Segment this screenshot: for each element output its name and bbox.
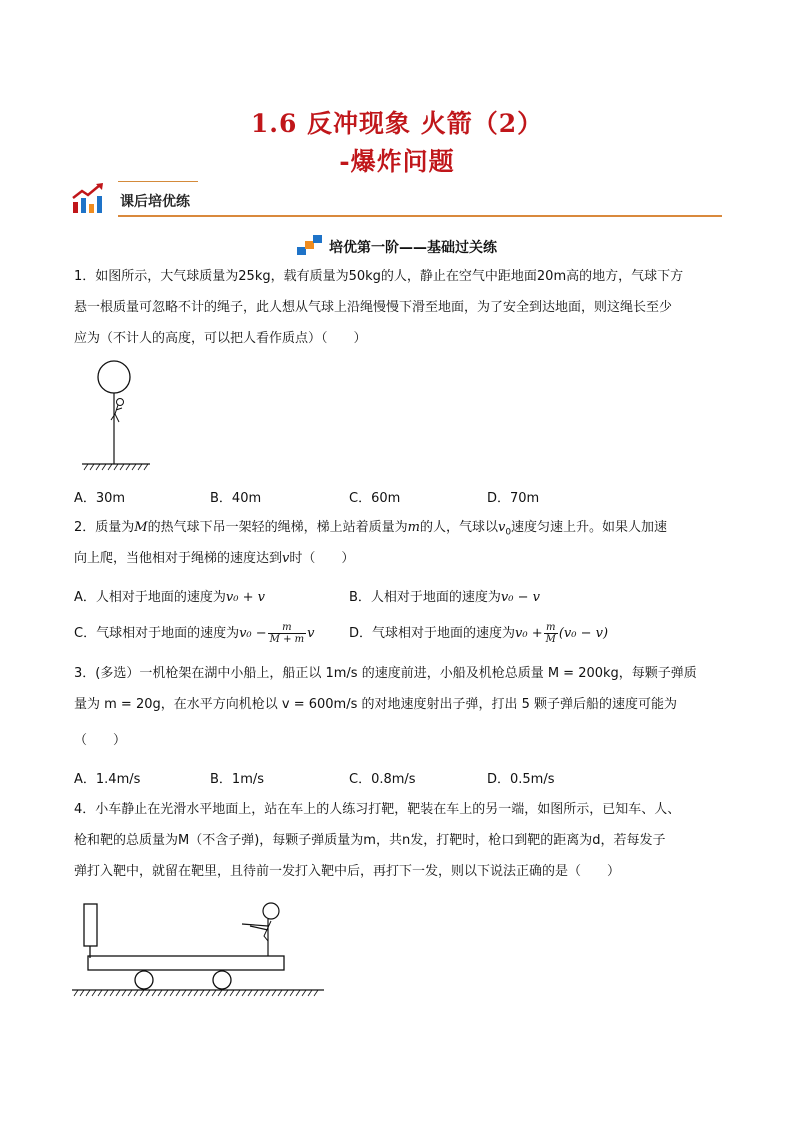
q2-option-c-text: C．气球相对于地面的速度为 — [74, 626, 240, 641]
steps-icon — [297, 235, 323, 259]
tier-heading — [0, 235, 794, 259]
q2-option-d-num: m — [544, 622, 558, 634]
q2-option-c-post: v — [307, 626, 315, 641]
q2-option-d-post: (v₀ − v) — [558, 626, 609, 641]
q2-var-m: m — [407, 520, 420, 535]
q2-option-c-num: m — [268, 622, 306, 634]
q2-text-e: 向上爬，当他相对于绳梯的速度达到 — [74, 551, 283, 566]
q2-text-a: 2．质量为 — [74, 520, 135, 535]
page-title-line2: -爆炸问题 — [339, 147, 455, 176]
section-divider — [118, 215, 722, 217]
q2-option-c-den: M + m — [269, 634, 305, 645]
q3-line2: 量为 m = 20g，在水平方向机枪以 v = 600m/s 的对地速度射出子弹，打出 5 颗子弹后船的速度可能为 — [74, 697, 678, 712]
q1-option-b[interactable]: B．40m — [210, 491, 262, 506]
q2-option-d-text: D．气球相对于地面的速度为 — [349, 626, 516, 641]
q2-text-c: 的人，气球以 — [419, 520, 498, 535]
q1-line1: 1．如图所示，大气球质量为25kg，载有质量为50kg的人，静止在空气中距地面20m高的地方，气球下方 — [74, 269, 684, 284]
cart-target-figure — [70, 896, 330, 1008]
q2-option-d-pre: v₀ + — [515, 626, 543, 641]
q1-line2: 悬一根质量可忽略不计的绳子，此人想从气球上沿绳慢慢下滑至地面，为了安全到达地面，则这绳长至少 — [74, 300, 673, 315]
tier-label: 培优第一阶——基础过关练 — [329, 240, 497, 256]
balloon-figure — [78, 356, 158, 475]
q2-option-d-fraction — [544, 622, 558, 645]
q2-var-M: M — [134, 520, 148, 535]
q2-var-v0: v — [497, 520, 506, 535]
q2-option-a-text: A．人相对于地面的速度为 — [74, 590, 226, 605]
q3-option-b[interactable]: B．1m/s — [210, 772, 265, 787]
q2-option-a-expr: v₀ + v — [225, 590, 265, 605]
q3-line1: 3．(多选）一机枪架在湖中小船上，船正以 1m/s 的速度前进，小船及机枪总质量 M = 200kg，每颗子弹质 — [74, 666, 697, 681]
q4-line1: 4．小车静止在光滑水平地面上，站在车上的人练习打靶，靶装在车上的另一端，如图所示，已知车、人、 — [74, 802, 681, 817]
q4-line2: 枪和靶的总质量为M（不含子弹)，每颗子弹质量为m，共n发，打靶时，枪口到靶的距离为d，若每发子 — [74, 833, 666, 848]
page-title-line1: 1.6 反冲现象 火箭（2） — [250, 109, 544, 138]
q2-option-d[interactable] — [349, 622, 608, 645]
section-label: 课后培优练 — [120, 194, 190, 210]
q2-text-f: 时（ ） — [289, 551, 355, 566]
growth-chart-icon — [72, 182, 108, 218]
q1-option-a[interactable]: A．30m — [74, 491, 126, 506]
q4-line3: 弹打入靶中，就留在靶里，且待前一发打入靶中后，再打下一发，则以下说法正确的是（ ） — [74, 864, 621, 879]
q2-text-b: 的热气球下吊一架轻的绳梯，梯上站着质量为 — [147, 520, 408, 535]
q2-option-b-text: B．人相对于地面的速度为 — [349, 590, 501, 605]
q2-option-a[interactable] — [74, 586, 265, 605]
q1-option-c[interactable]: C．60m — [349, 491, 401, 506]
q1-option-d[interactable]: D．70m — [487, 491, 540, 506]
q2-option-b-expr: v₀ − v — [500, 590, 540, 605]
q3-option-d[interactable]: D．0.5m/s — [487, 772, 555, 787]
q2-line1 — [74, 513, 722, 548]
section-divider-top — [118, 181, 198, 182]
q2-option-c[interactable] — [74, 622, 315, 645]
q2-option-d-den: M — [545, 634, 556, 645]
q2-line2 — [74, 544, 722, 574]
q2-option-c-fraction — [268, 622, 306, 645]
q3-line3: （ ） — [74, 733, 127, 748]
q1-line3: 应为（不计人的高度，可以把人看作质点）（ ） — [74, 331, 367, 346]
q2-var-v: v — [282, 551, 290, 566]
q3-option-c[interactable]: C．0.8m/s — [349, 772, 416, 787]
q3-option-a[interactable]: A．1.4m/s — [74, 772, 141, 787]
q2-text-d: 速度匀速上升。如果人加速 — [511, 520, 668, 535]
q2-option-b[interactable] — [349, 586, 540, 605]
q2-option-c-pre: v₀ − — [239, 626, 267, 641]
q2-var-v0-sub: 0 — [505, 527, 512, 538]
